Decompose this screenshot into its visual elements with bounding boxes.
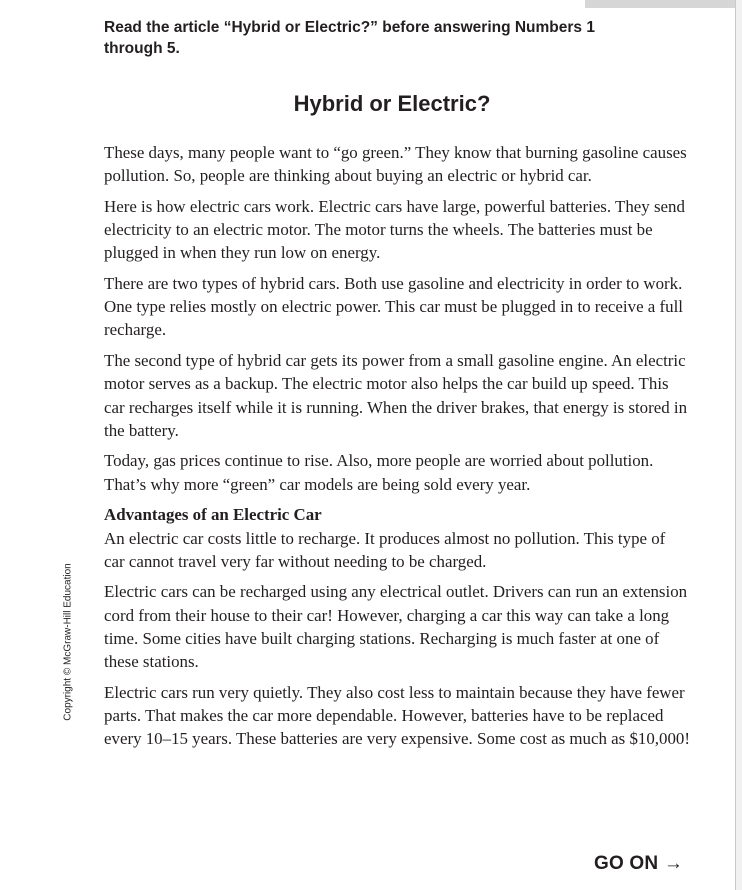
copyright-notice: Copyright © McGraw-Hill Education [62, 563, 74, 721]
page-edge-shadow [735, 0, 742, 890]
section-heading: Advantages of an Electric Car [104, 505, 322, 525]
section-paragraph-2: Electric cars can be recharged using any electrical outlet. Drivers can run an extension cord from their house to their car! However, charging a car this way can take a long time. Some cities have built charging stations. Recharging is much faster at one of these stations. [104, 582, 688, 672]
instructions: Read the article “Hybrid or Electric?” before answering Numbers 1 through 5. [104, 19, 595, 57]
section-paragraph-3: Electric cars run very quietly. They also cost less to maintain because they have fewer parts. That makes the car more dependable. However, batteries have to be replaced every 10–15 years. These batteries are very expensive. Some cost as much as $10,000! [104, 682, 690, 749]
article-title: Hybrid or Electric? [293, 91, 491, 116]
paragraph-1: These days, many people want to “go green.” They know that burning gasoline causes pollution. So, people are thinking about buying an electric or hybrid car. [104, 143, 687, 186]
paragraph-4: The second type of hybrid car gets its power from a small gasoline engine. An electric motor serves as a backup. The electric motor also helps the car build up speed. This car recharges itself while it is running. When the driver brakes, that energy is stored in the battery. [104, 351, 688, 440]
go-on-prompt[interactable]: GO ON → [594, 853, 684, 874]
paragraph-2: Here is how electric cars work. Electric cars have large, powerful batteries. They send electricity to an electric motor. The motor turns the wheels. The batteries must be plugged in when they run low on energy. [104, 196, 685, 263]
section-paragraph-1: An electric car costs little to recharge. It produces almost no pollution. This type of car cannot travel very far without needing to be charged. [104, 528, 666, 571]
paragraph-5: Today, gas prices continue to rise. Also, more people are worried about pollution. That’s why more “green” car models are being sold every year. [104, 451, 654, 494]
paragraph-3: There are two types of hybrid cars. Both use gasoline and electricity in order to work. One type relies mostly on electric power. This car must be plugged in to receive a full recharge. [104, 274, 683, 340]
top-scroll-strip [585, 0, 742, 8]
article-body [104, 141, 690, 758]
